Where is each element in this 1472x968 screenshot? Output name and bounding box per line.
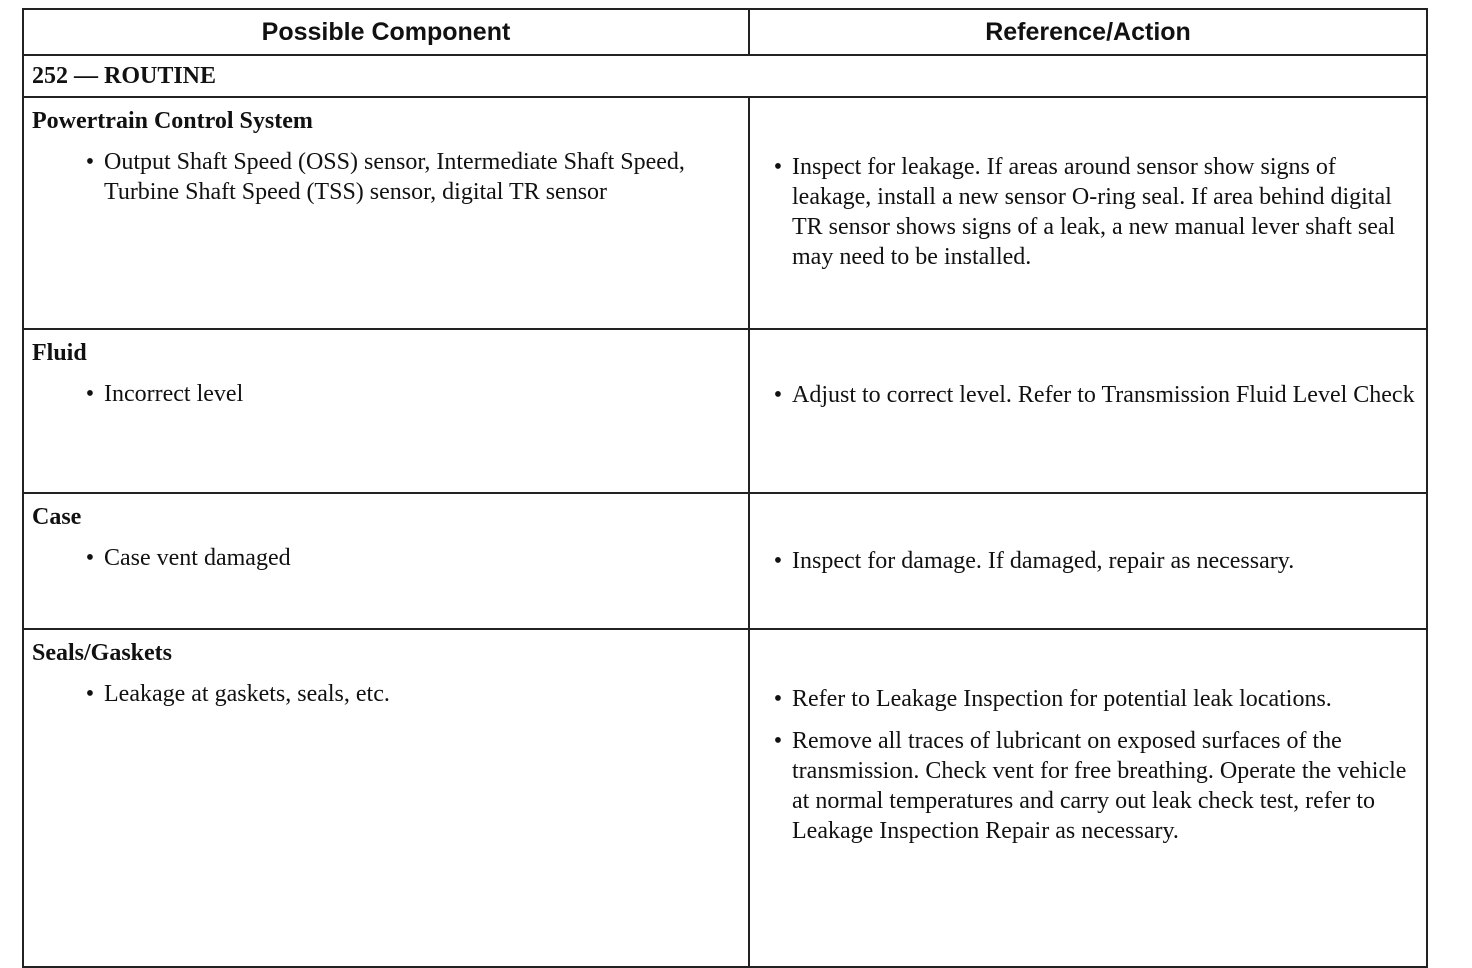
- action-text: Inspect for leakage. If areas around sensor show signs of leakage, install a new sensor O-ring seal. If area behind digital TR sensor shows signs of a leak, a new manual lever shaft seal may need to be installed.: [792, 154, 1396, 270]
- component-text: Case vent damaged: [104, 545, 291, 571]
- header-possible-component: Possible Component: [23, 9, 749, 55]
- category-label: Powertrain Control System: [32, 108, 313, 134]
- action-text: Remove all traces of lubricant on exposed surfaces of the transmission. Check vent for free breathing. Operate the vehicle at normal temperatures and carry out leak check test, refer to Leakage Inspection Repair as necessary.: [792, 728, 1407, 844]
- bullet-icon: •: [773, 154, 783, 180]
- action-bullet: [764, 380, 1416, 410]
- component-cell: [23, 629, 749, 967]
- table-row: [23, 493, 1427, 629]
- action-text: Inspect for damage. If damaged, repair as necessary.: [792, 548, 1295, 574]
- bullet-icon: •: [773, 382, 783, 408]
- routine-row: [23, 55, 1427, 97]
- component-bullet: [76, 679, 728, 709]
- component-cell: [23, 329, 749, 493]
- category-label: Fluid: [32, 340, 87, 366]
- routine-label: 252 — ROUTINE: [23, 55, 1427, 97]
- bullet-icon: •: [773, 548, 783, 574]
- table-row: [23, 629, 1427, 967]
- table-header-row: [23, 9, 1427, 55]
- bullet-icon: •: [85, 149, 95, 175]
- bullet-icon: •: [773, 686, 783, 712]
- action-text: Adjust to correct level. Refer to Transmission Fluid Level Check: [792, 382, 1415, 408]
- diagnostic-table: [22, 8, 1428, 968]
- component-bullet: [76, 543, 728, 573]
- action-bullet: [764, 684, 1416, 714]
- action-cell: [749, 97, 1427, 329]
- action-bullet: [764, 152, 1416, 272]
- component-text: Leakage at gaskets, seals, etc.: [104, 681, 390, 707]
- component-bullet: [76, 147, 728, 207]
- bullet-icon: •: [773, 728, 783, 754]
- header-reference-action: Reference/Action: [749, 9, 1427, 55]
- bullet-icon: •: [85, 681, 95, 707]
- action-text: Refer to Leakage Inspection for potential leak locations.: [792, 686, 1332, 712]
- category-label: Seals/Gaskets: [32, 640, 173, 666]
- component-text: Output Shaft Speed (OSS) sensor, Intermediate Shaft Speed, Turbine Shaft Speed (TSS) sensor, digital TR sensor: [104, 149, 685, 205]
- bullet-icon: •: [85, 381, 95, 407]
- table-row: [23, 97, 1427, 329]
- component-cell: [23, 97, 749, 329]
- bullet-icon: •: [85, 545, 95, 571]
- action-bullet: [764, 726, 1416, 846]
- action-cell: [749, 629, 1427, 967]
- component-bullet: [76, 379, 728, 409]
- component-cell: [23, 493, 749, 629]
- component-text: Incorrect level: [104, 381, 244, 407]
- table-row: [23, 329, 1427, 493]
- action-cell: [749, 493, 1427, 629]
- action-bullet: [764, 546, 1416, 576]
- action-cell: [749, 329, 1427, 493]
- category-label: Case: [32, 504, 82, 530]
